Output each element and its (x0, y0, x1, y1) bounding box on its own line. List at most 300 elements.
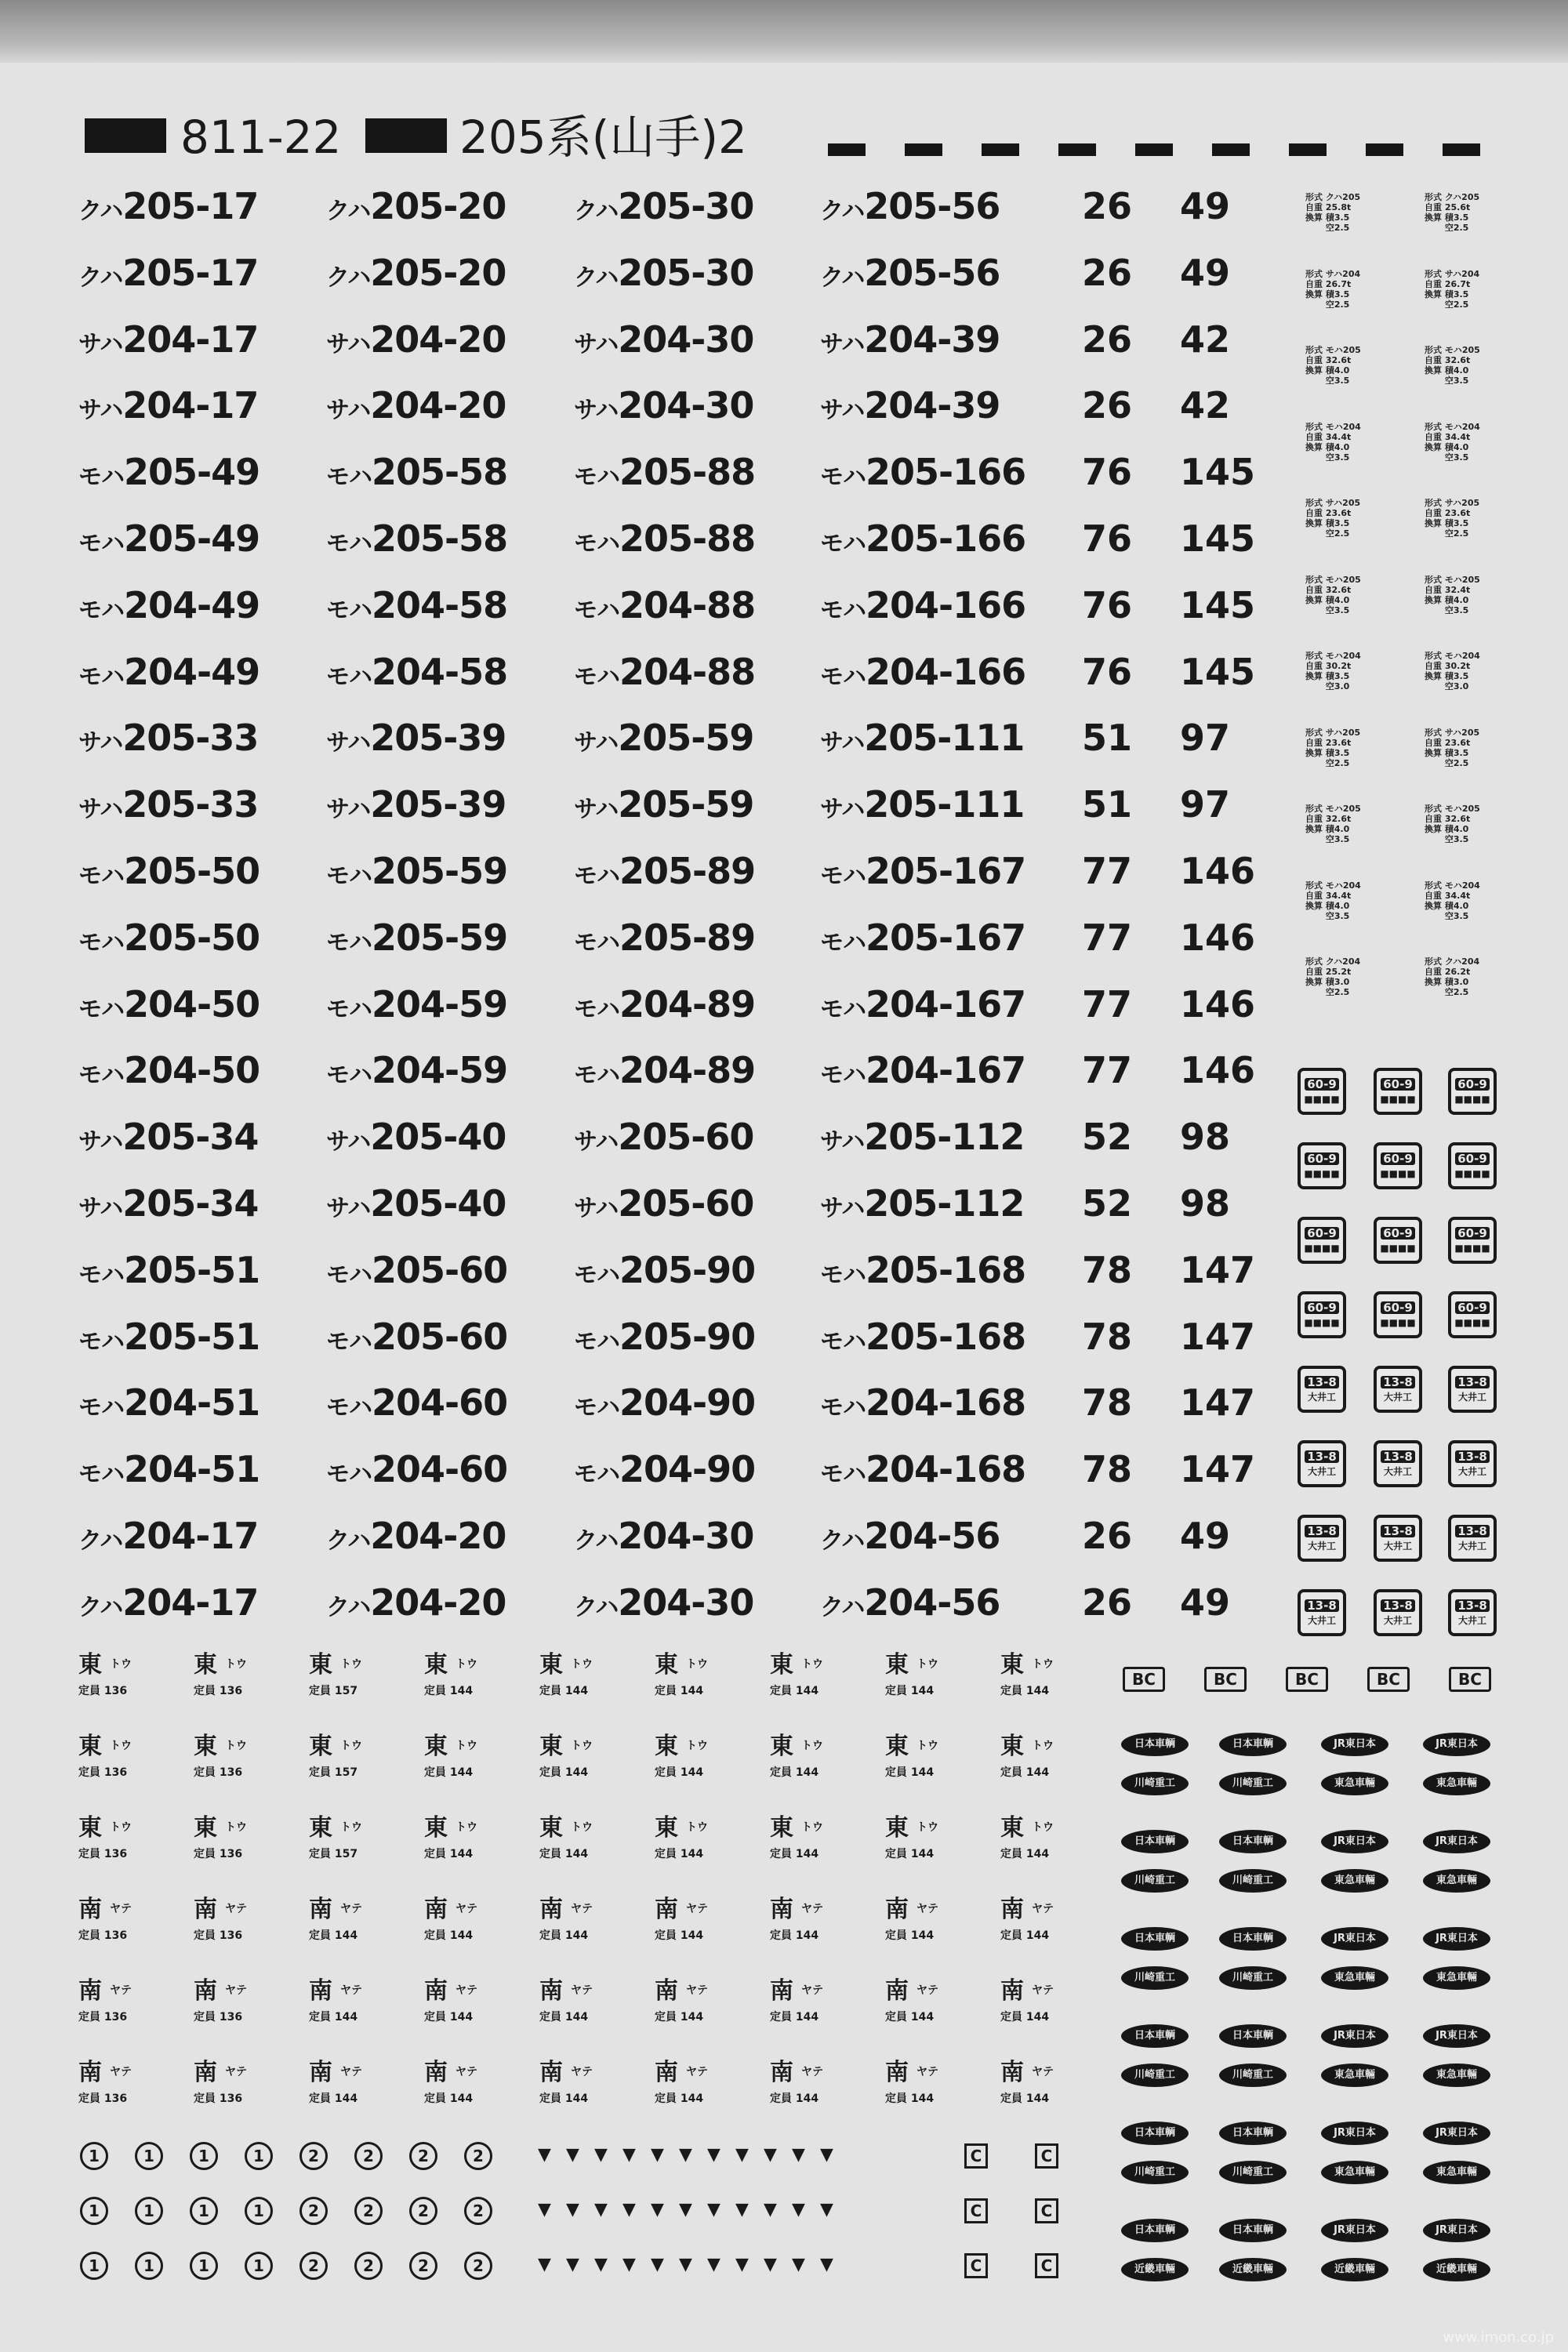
builder-oval-mark: JR東日本 (1321, 1927, 1388, 1951)
car-number-value: 204-58 (372, 583, 508, 626)
plate-bottom-text: ■■■■ (1380, 1317, 1416, 1328)
depot-mark (424, 1814, 534, 1869)
car-number (574, 245, 753, 309)
depot-mark (539, 1651, 649, 1706)
depot-kanji: 南 (424, 1896, 448, 1923)
capacity-text: 定員 136 (194, 2092, 243, 2105)
depot-kana: ヤテ (686, 1984, 708, 1997)
depot-kana: ヤテ (801, 1903, 823, 1915)
plate-bottom-text: ■■■■ (1304, 1168, 1340, 1179)
formation-number: 97 (1180, 717, 1231, 760)
depot-mark (1000, 1733, 1110, 1788)
car-type-prefix: モハ (820, 995, 866, 1023)
header-dash (1135, 143, 1173, 156)
builder-oval-mark: 川崎重工 (1121, 2161, 1189, 2184)
car-number-value: 204-30 (618, 1581, 754, 1624)
car-number-row (0, 1109, 1286, 1164)
car-type-prefix: クハ (78, 198, 123, 225)
car-number-value: 204-17 (122, 1515, 259, 1557)
car-number (574, 179, 753, 242)
builder-oval-mark: 川崎重工 (1121, 2063, 1189, 2087)
builder-oval-mark: JR東日本 (1321, 1733, 1388, 1756)
depot-mark (655, 1896, 764, 1951)
triangle-mark: ▼ (792, 2255, 805, 2274)
car-number-value: 204-20 (370, 318, 506, 361)
depot-kana: ヤテ (1032, 1903, 1054, 1915)
depot-kana: ヤテ (456, 1984, 477, 1997)
car-number-value: 204-59 (372, 1049, 508, 1092)
depot-kanji: 南 (539, 1896, 563, 1923)
triangle-mark: ▼ (594, 2255, 608, 2274)
car-type-prefix: モハ (820, 928, 866, 956)
car-type-prefix: モハ (78, 1062, 124, 1090)
car-type-prefix: モハ (326, 928, 372, 956)
plate-top-text: 60-9 (1305, 1152, 1339, 1165)
car-number (820, 445, 1025, 508)
depot-mark (539, 1733, 649, 1788)
car-type-prefix: モハ (820, 1394, 866, 1422)
car-number (326, 1508, 506, 1572)
formation-number: 26 (1082, 384, 1133, 427)
plate-top-text: 13-8 (1381, 1450, 1415, 1463)
car-number-value: 204-49 (124, 650, 260, 693)
number-circle-mark: 2 (464, 2252, 492, 2280)
triangle-mark: ▼ (622, 2255, 636, 2274)
depot-kana: ヤテ (801, 1984, 823, 1997)
car-number-value: 204-20 (370, 1581, 506, 1624)
car-number (574, 1176, 753, 1240)
car-type-prefix: モハ (574, 1461, 619, 1489)
car-number (820, 1176, 1024, 1240)
car-number (326, 312, 506, 376)
capacity-text: 定員 144 (424, 2011, 474, 2024)
car-type-prefix: モハ (574, 662, 619, 691)
car-number (574, 844, 755, 907)
depot-kana: トウ (916, 1740, 938, 1752)
triangle-mark: ▼ (820, 2200, 833, 2220)
depot-kanji: 南 (1000, 1977, 1024, 2005)
depot-mark (1000, 1651, 1110, 1706)
depot-kanji: 東 (885, 1651, 909, 1679)
weight-spec-block: 形式 サハ205 自重 23.6t 換算 積3.5 空2.5 (1425, 727, 1480, 768)
builder-oval-mark: JR東日本 (1423, 2122, 1490, 2145)
number-circle-mark: 2 (409, 2252, 437, 2280)
car-number-value: 205-59 (372, 916, 508, 959)
plate-bottom-text: ■■■■ (1380, 1243, 1416, 1254)
builder-plate (1298, 1440, 1346, 1487)
depot-kana: ヤテ (916, 1984, 938, 1997)
car-number (326, 1176, 506, 1240)
car-number (326, 1442, 507, 1505)
car-number (574, 378, 753, 441)
depot-mark (78, 1977, 188, 2032)
car-number-value: 204-168 (866, 1381, 1026, 1425)
builder-oval-mark: 日本車輌 (1219, 1733, 1287, 1756)
builder-oval-mark: 東急車輛 (1423, 2161, 1490, 2184)
plate-bottom-text: 大井工 (1457, 1466, 1486, 1477)
capacity-text: 定員 144 (770, 1929, 819, 1942)
builder-plate (1374, 1217, 1422, 1264)
depot-kanji: 東 (539, 1814, 563, 1842)
builder-oval-mark: 川崎重工 (1219, 1772, 1287, 1795)
car-number-value: 205-167 (866, 850, 1026, 892)
triangle-mark: ▼ (735, 2200, 749, 2220)
depot-kana: ヤテ (1032, 2066, 1054, 2078)
car-number (820, 1375, 1025, 1439)
number-circle-mark: 2 (409, 2197, 437, 2225)
car-type-prefix: クハ (78, 1527, 123, 1555)
sheet-header (85, 106, 1559, 169)
car-type-prefix: クハ (820, 1527, 865, 1555)
depot-kanji: 東 (539, 1651, 563, 1679)
car-number (78, 910, 260, 974)
depot-kanji: 東 (655, 1733, 678, 1760)
car-number (820, 777, 1024, 840)
capacity-text: 定員 144 (885, 1929, 935, 1942)
depot-mark (770, 2059, 880, 2114)
car-number-row (0, 245, 1286, 300)
formation-number: 52 (1082, 1116, 1133, 1159)
car-number-value: 205-168 (866, 1248, 1026, 1291)
car-type-prefix: サハ (820, 729, 865, 757)
builder-plate (1298, 1515, 1346, 1562)
car-type-prefix: サハ (574, 1128, 619, 1156)
builder-oval-mark: 川崎重工 (1219, 1869, 1287, 1893)
plate-top-text: 13-8 (1381, 1599, 1415, 1612)
car-number (78, 1375, 260, 1439)
formation-number: 76 (1082, 650, 1133, 693)
car-type-prefix: モハ (326, 463, 372, 492)
depot-kanji: 東 (78, 1733, 102, 1760)
depot-kana: トウ (225, 1821, 247, 1834)
header-dash (1366, 143, 1403, 156)
depot-kana: トウ (571, 1658, 593, 1671)
car-type-prefix: クハ (326, 1593, 371, 1621)
car-type-prefix: モハ (574, 463, 619, 492)
depot-mark (655, 2059, 764, 2114)
depot-mark (424, 2059, 534, 2114)
capacity-text: 定員 136 (194, 1848, 243, 1860)
car-number (326, 977, 507, 1040)
plate-bottom-text: 大井工 (1457, 1541, 1486, 1552)
car-type-prefix: モハ (820, 1327, 866, 1356)
triangle-mark: ▼ (735, 2255, 749, 2274)
car-number (78, 1243, 260, 1306)
triangle-mark: ▼ (820, 2145, 833, 2165)
plate-top-text: 60-9 (1381, 1227, 1415, 1240)
car-type-prefix: サハ (78, 1128, 123, 1156)
number-circle-mark: 1 (245, 2142, 273, 2170)
car-type-prefix: クハ (78, 1593, 123, 1621)
weight-spec-block: 形式 モハ204 自重 34.4t 換算 積4.0 空3.5 (1305, 421, 1361, 463)
depot-kanji: 南 (194, 1896, 217, 1923)
c-mark: C (964, 2143, 988, 2169)
car-number-value: 204-59 (372, 982, 508, 1025)
depot-kanji: 東 (424, 1651, 448, 1679)
c-mark: C (964, 2253, 988, 2278)
car-type-prefix: モハ (326, 995, 372, 1023)
builder-plate (1298, 1366, 1346, 1413)
builder-oval-mark: 東急車輛 (1423, 1869, 1490, 1893)
formation-number: 98 (1180, 1182, 1231, 1225)
car-number-value: 205-17 (122, 185, 259, 227)
depot-mark (655, 1977, 764, 2032)
triangle-mark: ▼ (735, 2145, 749, 2165)
capacity-text: 定員 144 (309, 2011, 358, 2024)
depot-kanji: 東 (655, 1651, 678, 1679)
capacity-text: 定員 144 (424, 1929, 474, 1942)
triangle-mark: ▼ (538, 2200, 551, 2220)
car-number-value: 205-30 (618, 185, 754, 227)
depot-kanji: 東 (770, 1814, 793, 1842)
car-number (326, 1109, 506, 1173)
car-number (820, 578, 1025, 641)
car-number (78, 179, 258, 242)
weight-spec-block: 形式 モハ205 自重 32.6t 換算 積4.0 空3.5 (1425, 345, 1480, 386)
car-type-prefix: モハ (820, 596, 866, 624)
car-number-value: 205-60 (372, 1315, 508, 1358)
car-number-value: 204-39 (864, 384, 1000, 427)
car-number-value: 205-60 (618, 1182, 754, 1225)
formation-number: 49 (1180, 251, 1231, 294)
formation-number: 146 (1180, 982, 1256, 1025)
plate-bottom-text: 大井工 (1307, 1466, 1336, 1477)
car-number (574, 1442, 755, 1505)
car-number (326, 777, 506, 840)
weight-spec-block: 形式 モハ204 自重 34.4t 換算 積4.0 空3.5 (1305, 880, 1361, 921)
plate-top-text: 60-9 (1381, 1078, 1415, 1091)
car-number (78, 644, 260, 708)
number-circle-mark: 2 (354, 2142, 383, 2170)
capacity-text: 定員 144 (539, 1766, 589, 1779)
capacity-text: 定員 144 (1000, 1929, 1050, 1942)
depot-mark (78, 1651, 188, 1706)
car-number (820, 710, 1024, 774)
car-number-value: 205-168 (866, 1315, 1026, 1358)
capacity-text: 定員 136 (78, 2092, 128, 2105)
number-circle-mark: 1 (135, 2252, 163, 2280)
depot-kana: ヤテ (801, 2066, 823, 2078)
depot-kana: ヤテ (916, 2066, 938, 2078)
depot-mark (539, 1814, 649, 1869)
car-number-row (0, 578, 1286, 633)
number-circle-mark: 2 (299, 2142, 328, 2170)
depot-mark (655, 1733, 764, 1788)
car-number (574, 1575, 753, 1639)
car-type-prefix: モハ (820, 662, 866, 691)
capacity-text: 定員 144 (770, 1766, 819, 1779)
capacity-text: 定員 136 (194, 1766, 243, 1779)
capacity-text: 定員 144 (770, 1848, 819, 1860)
depot-kana: ヤテ (225, 2066, 247, 2078)
depot-kana: トウ (225, 1740, 247, 1752)
capacity-text: 定員 144 (655, 1766, 704, 1779)
depot-kanji: 南 (309, 1977, 332, 2005)
car-number-value: 204-56 (864, 1581, 1000, 1624)
builder-oval-mark: 川崎重工 (1219, 2063, 1287, 2087)
builder-oval-mark: 近畿車輛 (1121, 2258, 1189, 2281)
header-dash (1212, 143, 1250, 156)
builder-plate (1448, 1217, 1497, 1264)
car-number (78, 578, 260, 641)
formation-number: 146 (1180, 850, 1256, 892)
car-type-prefix: モハ (78, 995, 124, 1023)
car-number (820, 644, 1025, 708)
depot-mark (885, 1733, 995, 1788)
car-type-prefix: サハ (78, 729, 123, 757)
car-number-value: 204-17 (122, 1581, 259, 1624)
car-type-prefix: クハ (574, 263, 619, 292)
car-number-value: 205-166 (866, 451, 1026, 494)
weight-spec-block: 形式 サハ204 自重 26.7t 換算 積3.5 空2.5 (1425, 268, 1480, 310)
depot-kanji: 南 (655, 1977, 678, 2005)
weight-spec-block: 形式 モハ204 自重 30.2t 換算 積3.5 空3.0 (1305, 651, 1361, 691)
plate-bottom-text: ■■■■ (1304, 1243, 1340, 1254)
car-number-row (0, 445, 1286, 499)
capacity-text: 定員 144 (1000, 1766, 1050, 1779)
depot-kanji: 東 (770, 1651, 793, 1679)
car-number-value: 204-90 (619, 1448, 756, 1491)
car-type-prefix: サハ (78, 330, 123, 358)
depot-kanji: 南 (770, 1896, 793, 1923)
car-number-value: 205-20 (370, 251, 506, 294)
car-type-prefix: クハ (326, 263, 371, 292)
builder-oval-mark: JR東日本 (1321, 2122, 1388, 2145)
capacity-text: 定員 157 (309, 1685, 358, 1697)
formation-number: 78 (1082, 1248, 1133, 1291)
bc-mark: BC (1286, 1667, 1328, 1692)
car-type-prefix: モハ (78, 1394, 124, 1422)
builder-plate (1448, 1068, 1497, 1115)
capacity-text: 定員 144 (770, 2092, 819, 2105)
car-number-value: 204-30 (618, 1515, 754, 1557)
depot-kana: トウ (686, 1658, 708, 1671)
car-number (574, 445, 755, 508)
car-number (820, 1043, 1025, 1106)
car-type-prefix: モハ (574, 1062, 619, 1090)
depot-kana: トウ (801, 1740, 823, 1752)
capacity-text: 定員 144 (885, 2092, 935, 2105)
weight-spec-block: 形式 モハ205 自重 32.6t 換算 積4.0 空3.5 (1305, 574, 1361, 615)
depot-mark (424, 1977, 534, 2032)
car-number (326, 445, 507, 508)
car-number-value: 205-20 (370, 185, 506, 227)
depot-kanji: 南 (309, 2059, 332, 2086)
builder-oval-mark: 東急車輛 (1423, 1772, 1490, 1795)
car-number (574, 1508, 753, 1572)
builder-oval-mark: 東急車輛 (1321, 2161, 1388, 2184)
depot-mark (770, 1814, 880, 1869)
builder-oval-mark: 日本車輌 (1121, 1927, 1189, 1951)
depot-kana: トウ (801, 1821, 823, 1834)
depot-kanji: 南 (309, 1896, 332, 1923)
header-dash (1443, 143, 1480, 156)
depot-kanji: 南 (539, 1977, 563, 2005)
depot-kanji: 東 (885, 1814, 909, 1842)
formation-number: 145 (1180, 650, 1256, 693)
car-type-prefix: サハ (574, 796, 619, 824)
car-type-prefix: サハ (326, 1195, 371, 1222)
car-number-value: 205-111 (864, 783, 1025, 826)
car-number (326, 245, 506, 309)
car-type-prefix: モハ (326, 530, 372, 557)
car-number-value: 205-40 (370, 1116, 506, 1159)
builder-oval-mark: 川崎重工 (1121, 1772, 1189, 1795)
car-number (574, 1109, 753, 1173)
plate-top-text: 13-8 (1455, 1599, 1490, 1612)
formation-number: 42 (1180, 384, 1231, 427)
depot-mark (770, 1977, 880, 2032)
depot-kana: トウ (686, 1740, 708, 1752)
header-dash (905, 143, 942, 156)
weight-spec-block: 形式 モハ205 自重 32.6t 換算 積4.0 空3.5 (1305, 345, 1361, 386)
capacity-text: 定員 144 (424, 2092, 474, 2105)
car-number (326, 179, 506, 242)
depot-mark (770, 1651, 880, 1706)
depot-mark (770, 1896, 880, 1951)
plate-bottom-text: ■■■■ (1304, 1094, 1340, 1105)
capacity-text: 定員 144 (1000, 1848, 1050, 1860)
car-number-value: 205-50 (124, 916, 260, 959)
number-circle-mark: 1 (135, 2142, 163, 2170)
capacity-text: 定員 144 (539, 2092, 589, 2105)
formation-number: 77 (1082, 1049, 1133, 1092)
car-number-value: 205-51 (124, 1315, 260, 1358)
capacity-text: 定員 144 (309, 2092, 358, 2105)
triangle-mark: ▼ (820, 2255, 833, 2274)
car-number-value: 205-17 (122, 251, 259, 294)
builder-plate (1448, 1142, 1497, 1189)
car-type-prefix: サハ (326, 330, 371, 358)
formation-number: 76 (1082, 517, 1133, 560)
builder-oval-mark: 東急車輛 (1321, 1869, 1388, 1893)
depot-kana: トウ (1032, 1821, 1054, 1834)
depot-mark (885, 2059, 995, 2114)
depot-mark (309, 1896, 419, 1951)
car-number (326, 644, 507, 708)
car-number (820, 1442, 1025, 1505)
car-number (820, 312, 1000, 376)
formation-number: 97 (1180, 783, 1231, 826)
builder-oval-mark: 東急車輛 (1423, 2063, 1490, 2087)
depot-kana: トウ (801, 1658, 823, 1671)
c-mark: C (1035, 2198, 1058, 2223)
car-type-prefix: サハ (820, 1128, 865, 1156)
builder-oval-mark: 近畿車輛 (1321, 2258, 1388, 2281)
depot-kanji: 南 (194, 2059, 217, 2086)
car-type-prefix: クハ (78, 263, 123, 292)
builder-plate (1298, 1068, 1346, 1115)
capacity-text: 定員 136 (194, 1929, 243, 1942)
plate-bottom-text: 大井工 (1383, 1392, 1412, 1403)
formation-number: 77 (1082, 916, 1133, 959)
weight-spec-block: 形式 クハ205 自重 25.6t 換算 積3.5 空2.5 (1425, 192, 1480, 233)
car-number (78, 511, 260, 575)
formation-number: 42 (1180, 318, 1231, 361)
builder-plate (1298, 1589, 1346, 1636)
car-type-prefix: モハ (78, 662, 124, 691)
car-number-row (0, 910, 1286, 965)
car-number-value: 204-17 (122, 384, 259, 427)
car-number-value: 205-30 (618, 251, 754, 294)
car-number-value: 204-39 (864, 318, 1000, 361)
depot-kana: ヤテ (571, 1903, 593, 1915)
car-number (574, 511, 755, 575)
car-number (574, 977, 755, 1040)
bc-mark: BC (1204, 1667, 1247, 1692)
car-number (574, 1043, 755, 1106)
car-number (574, 1243, 755, 1306)
